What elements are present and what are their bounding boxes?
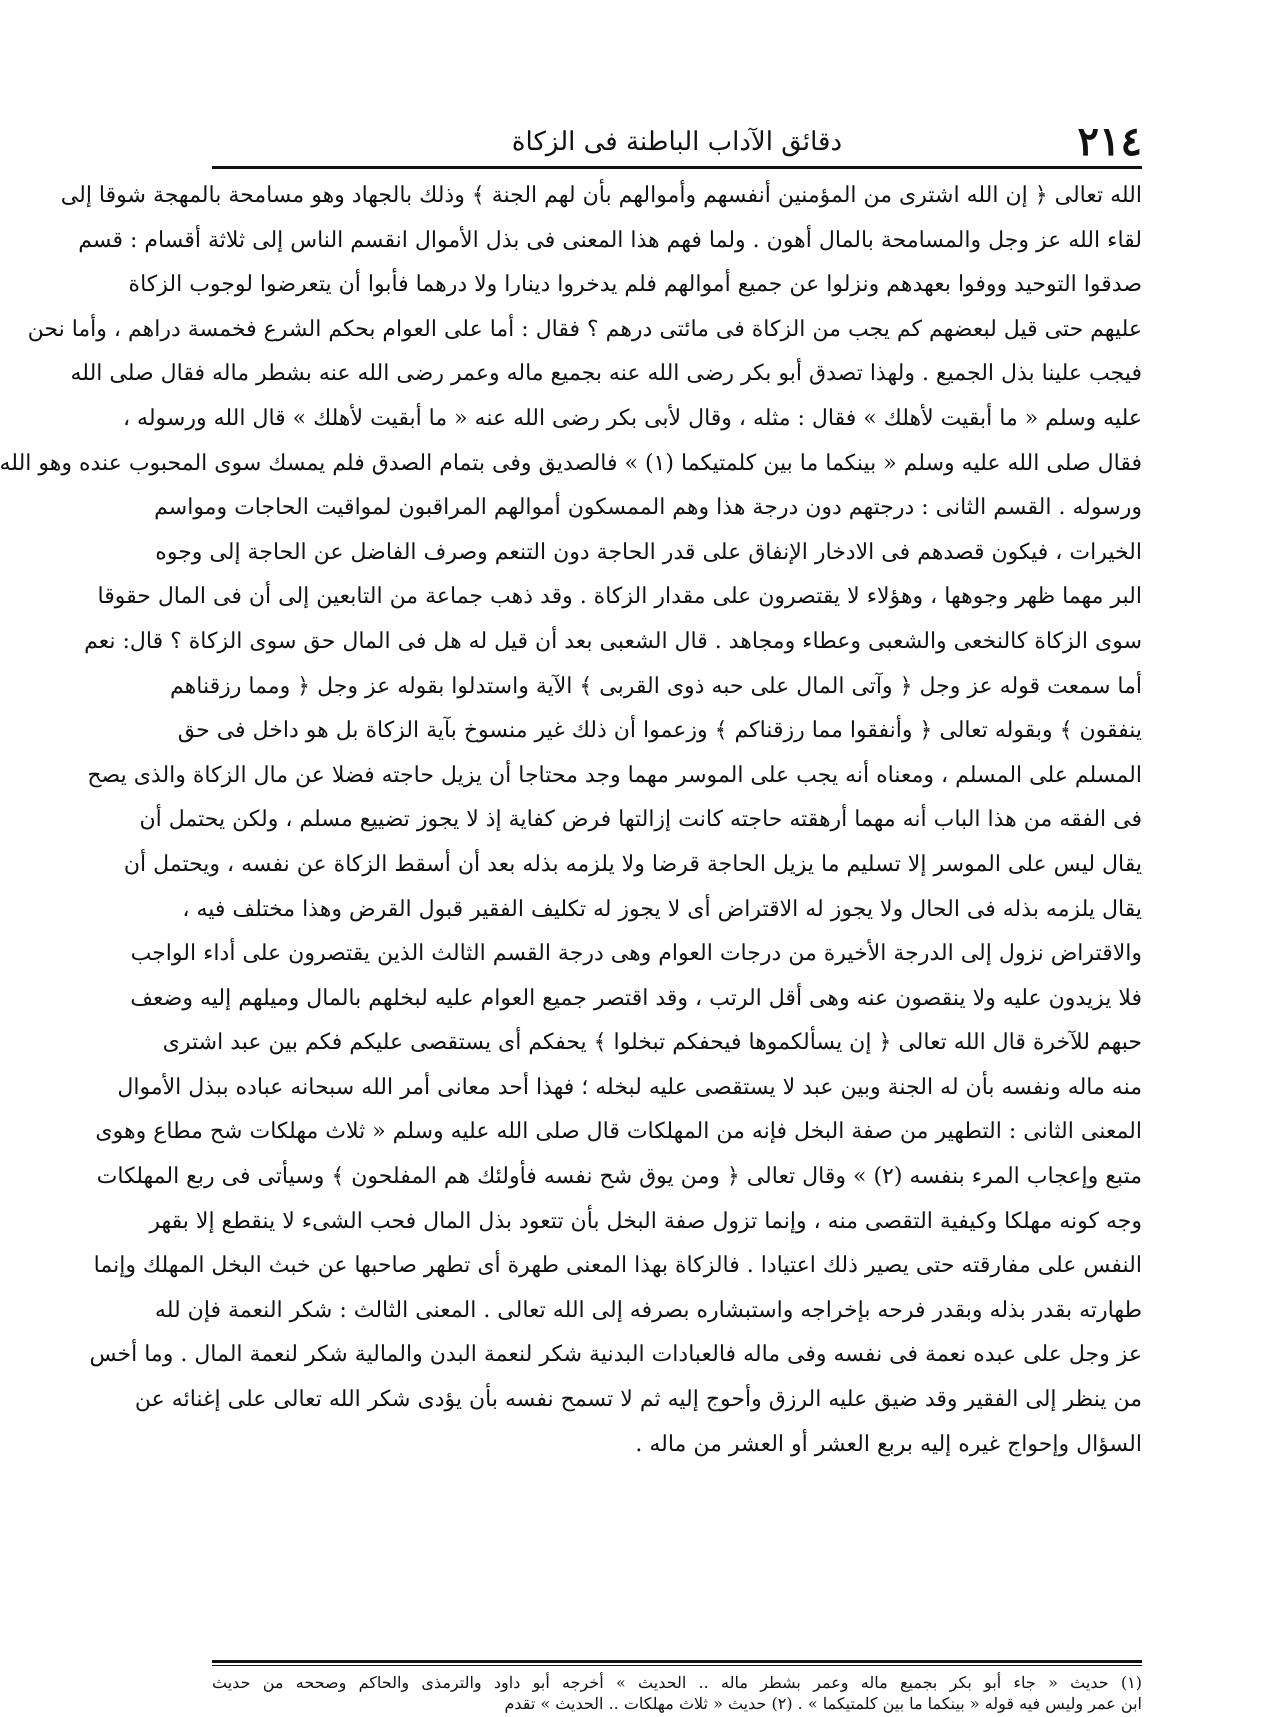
text-line: فقال صلى الله عليه وسلم « بينكما ما بين كلمتيكما (١) » فالصديق وفى بتمام الصدق فلم يمسك سوى المحبوب عنده وهو الله [0,450,1142,476]
text-line: فلا يزيدون عليه ولا ينقصون عنه وهى أقل الرتب ، وقد اقتصر جميع العوام عليه لبخلهم بالمال وميلهم إليه وضعف [130,985,1142,1011]
text-line: والاقتراض نزول إلى الدرجة الأخيرة من درجات العوام وهى درجة القسم الثالث الذين يقتصرون على أداء الواجب [130,941,1142,967]
text-line: عليهم حتى قيل لبعضهم كم يجب من الزكاة فى مائتى درهم ؟ فقال : أما على العوام بحكم الشرع فخمسة دراهم ، وأما نحن [27,316,1142,342]
text-line: فيجب علينا بذل الجميع . ولهذا تصدق أبو بكر رضى الله عنه بجميع ماله وعمر رضى الله عنه بشطر ماله فقال صلى الله [70,361,1142,387]
text-line: يقال يلزمه بذله فى الحال ولا يجوز له الاقتراض أى لا يجوز له تكليف الفقير قبول القرض وهذا مختلف فيه ، [182,896,1142,922]
text-line: عليه وسلم « ما أبقيت لأهلك » فقال : مثله ، وقال لأبى بكر رضى الله عنه « ما أبقيت لأهلك » قال الله ورسوله ، [122,405,1142,431]
page-number: ٢١٤ [1077,118,1142,165]
footnote-line: ابن عمر وليس فيه قوله « بينكما ما بين كلمتيكما » . (٢) حديث « ثلاث مهلكات .. الحديث » تقدم [504,1694,1142,1713]
text-line: الخيرات ، فيكون قصدهم فى الادخار الإنفاق على قدر الحاجة دون التنعم وصرف الفاضل عن الحاجة إلى وجوه [155,539,1142,565]
text-line: المسلم على المسلم ، ومعناه أنه يجب على الموسر مهما وجد محتاجا أن يزيل حاجته فضلا عن مال الزكاة والذى يصح [87,762,1142,788]
text-line: المعنى الثانى : التطهير من صفة البخل فإنه من المهلكات قال صلى الله عليه وسلم « ثلاث مهلكات شح مطاع وهوى [95,1119,1142,1145]
text-line: طهارته بقدر بذله وبقدر فرحه بإخراجه واستبشاره بصرفه إلى الله تعالى . المعنى الثالث : شكر النعمة فإن لله [154,1297,1142,1323]
text-line: منه ماله ونفسه بأن له الجنة وبين عبد لا يستقصى عليه لبخله ؛ فهذا أحد معانى أمر الله سبحانه عباده ببذل الأموال [117,1074,1142,1100]
text-line: ورسوله . القسم الثانى : درجتهم دون درجة هذا وهم الممسكون أموالهم المراقبون لمواقيت الحاجات ومواسم [154,495,1142,521]
text-line: صدقوا التوحيد ووفوا بعهدهم ونزلوا عن جميع أموالهم فلم يدخروا دينارا ولا درهما فأبوا أن يتعرضوا لوجوب الزكاة [128,272,1142,298]
text-line: فى الفقه من هذا الباب أنه مهما أرهقته حاجته كانت إزالتها فرض كفاية إذ لا يجوز تضييع مسلم ، ولكن يحتمل أن [139,807,1142,833]
text-line: وجه كونه مهلكا وكيفية التقصى منه ، وإنما تزول صفة البخل بأن تتعود بذل المال فحب الشىء لا ينقطع إلا بقهر [149,1208,1142,1234]
running-title: دقائق الآداب الباطنة فى الزكاة [511,127,843,157]
text-line: متبع وإعجاب المرء بنفسه (٢) » وقال تعالى ﴿ ومن يوق شح نفسه فأولئك هم المفلحون ﴾ وسيأتى فى ربع المهلكات [96,1164,1142,1190]
text-line: البر مهما ظهر وجوهها ، وهؤلاء لا يقتصرون على مقدار الزكاة . وقد ذهب جماعة من التابعين إلى أن فى المال حقوقا [97,584,1142,610]
text-line: أما سمعت قوله عز وجل ﴿ وآتى المال على حبه ذوى القربى ﴾ الآية واستدلوا بقوله عز وجل ﴿ ومما رزقناهم [170,673,1142,699]
text-line: النفس على مفارقته حتى يصير ذلك اعتيادا . فالزكاة بهذا المعنى طهرة أى تطهر صاحبها عن خبث البخل المهلك وإنما [93,1253,1142,1279]
text-line: ينفقون ﴾ وبقوله تعالى ﴿ وأنفقوا مما رزقناكم ﴾ وزعموا أن ذلك غير منسوخ بآية الزكاة بل هو داخل فى حق [177,718,1142,744]
text-line: لقاء الله عز وجل والمسامحة بالمال أهون . ولما فهم هذا المعنى فى بذل الأموال انقسم الناس إلى ثلاثة أقسام : قسم [78,227,1142,253]
page-header [212,118,1142,169]
footnote-line: (١) حديث « جاء أبو بكر بجميع ماله وعمر بشطر ماله .. الحديث » أخرجه أبو داود والترمذى والحاكم وصححه من حديث [212,1673,1142,1692]
text-line: حبهم للآخرة قال الله تعالى ﴿ إن يسألكموها فيحفكم تبخلوا ﴾ يحفكم أى يستقصى عليكم فكم بين عبد اشترى [162,1030,1142,1056]
text-line: عز وجل على عبده نعمة فى نفسه وفى ماله فالعبادات البدنية شكر لنعمة البدن والمالية شكر لنعمة المال . وما أخس [89,1342,1142,1368]
text-line: يقال ليس على الموسر إلا تسليم ما يزيل الحاجة قرضا ولا يلزمه بذله بعد أن أسقط الزكاة عن نفسه ، ويحتمل أن [123,851,1142,877]
footnotes [212,1672,1142,1714]
text-line: السؤال وإحواج غيره إليه بربع العشر أو العشر من ماله . [635,1431,1142,1457]
text-line: الله تعالى ﴿ إن الله اشترى من المؤمنين أنفسهم وأموالهم بأن لهم الجنة ﴾ وذلك بالجهاد وهو مسامحة بالمهجة شوقا إلى [60,183,1142,208]
main-text [0,174,1142,1467]
footnote-separator [212,1660,1142,1663]
footnote-separator-thin [212,1665,1142,1666]
text-line: سوى الزكاة كالنخعى والشعبى وعطاء ومجاهد . قال الشعبى بعد أن قيل له هل فى المال حق سوى الزكاة ؟ قال: نعم [84,628,1142,654]
text-line: من ينظر إلى الفقير وقد ضيق عليه الرزق وأحوج إليه ثم لا تسمح نفسه بأن يؤدى شكر الله تعالى على إغنائه عن [134,1387,1142,1413]
